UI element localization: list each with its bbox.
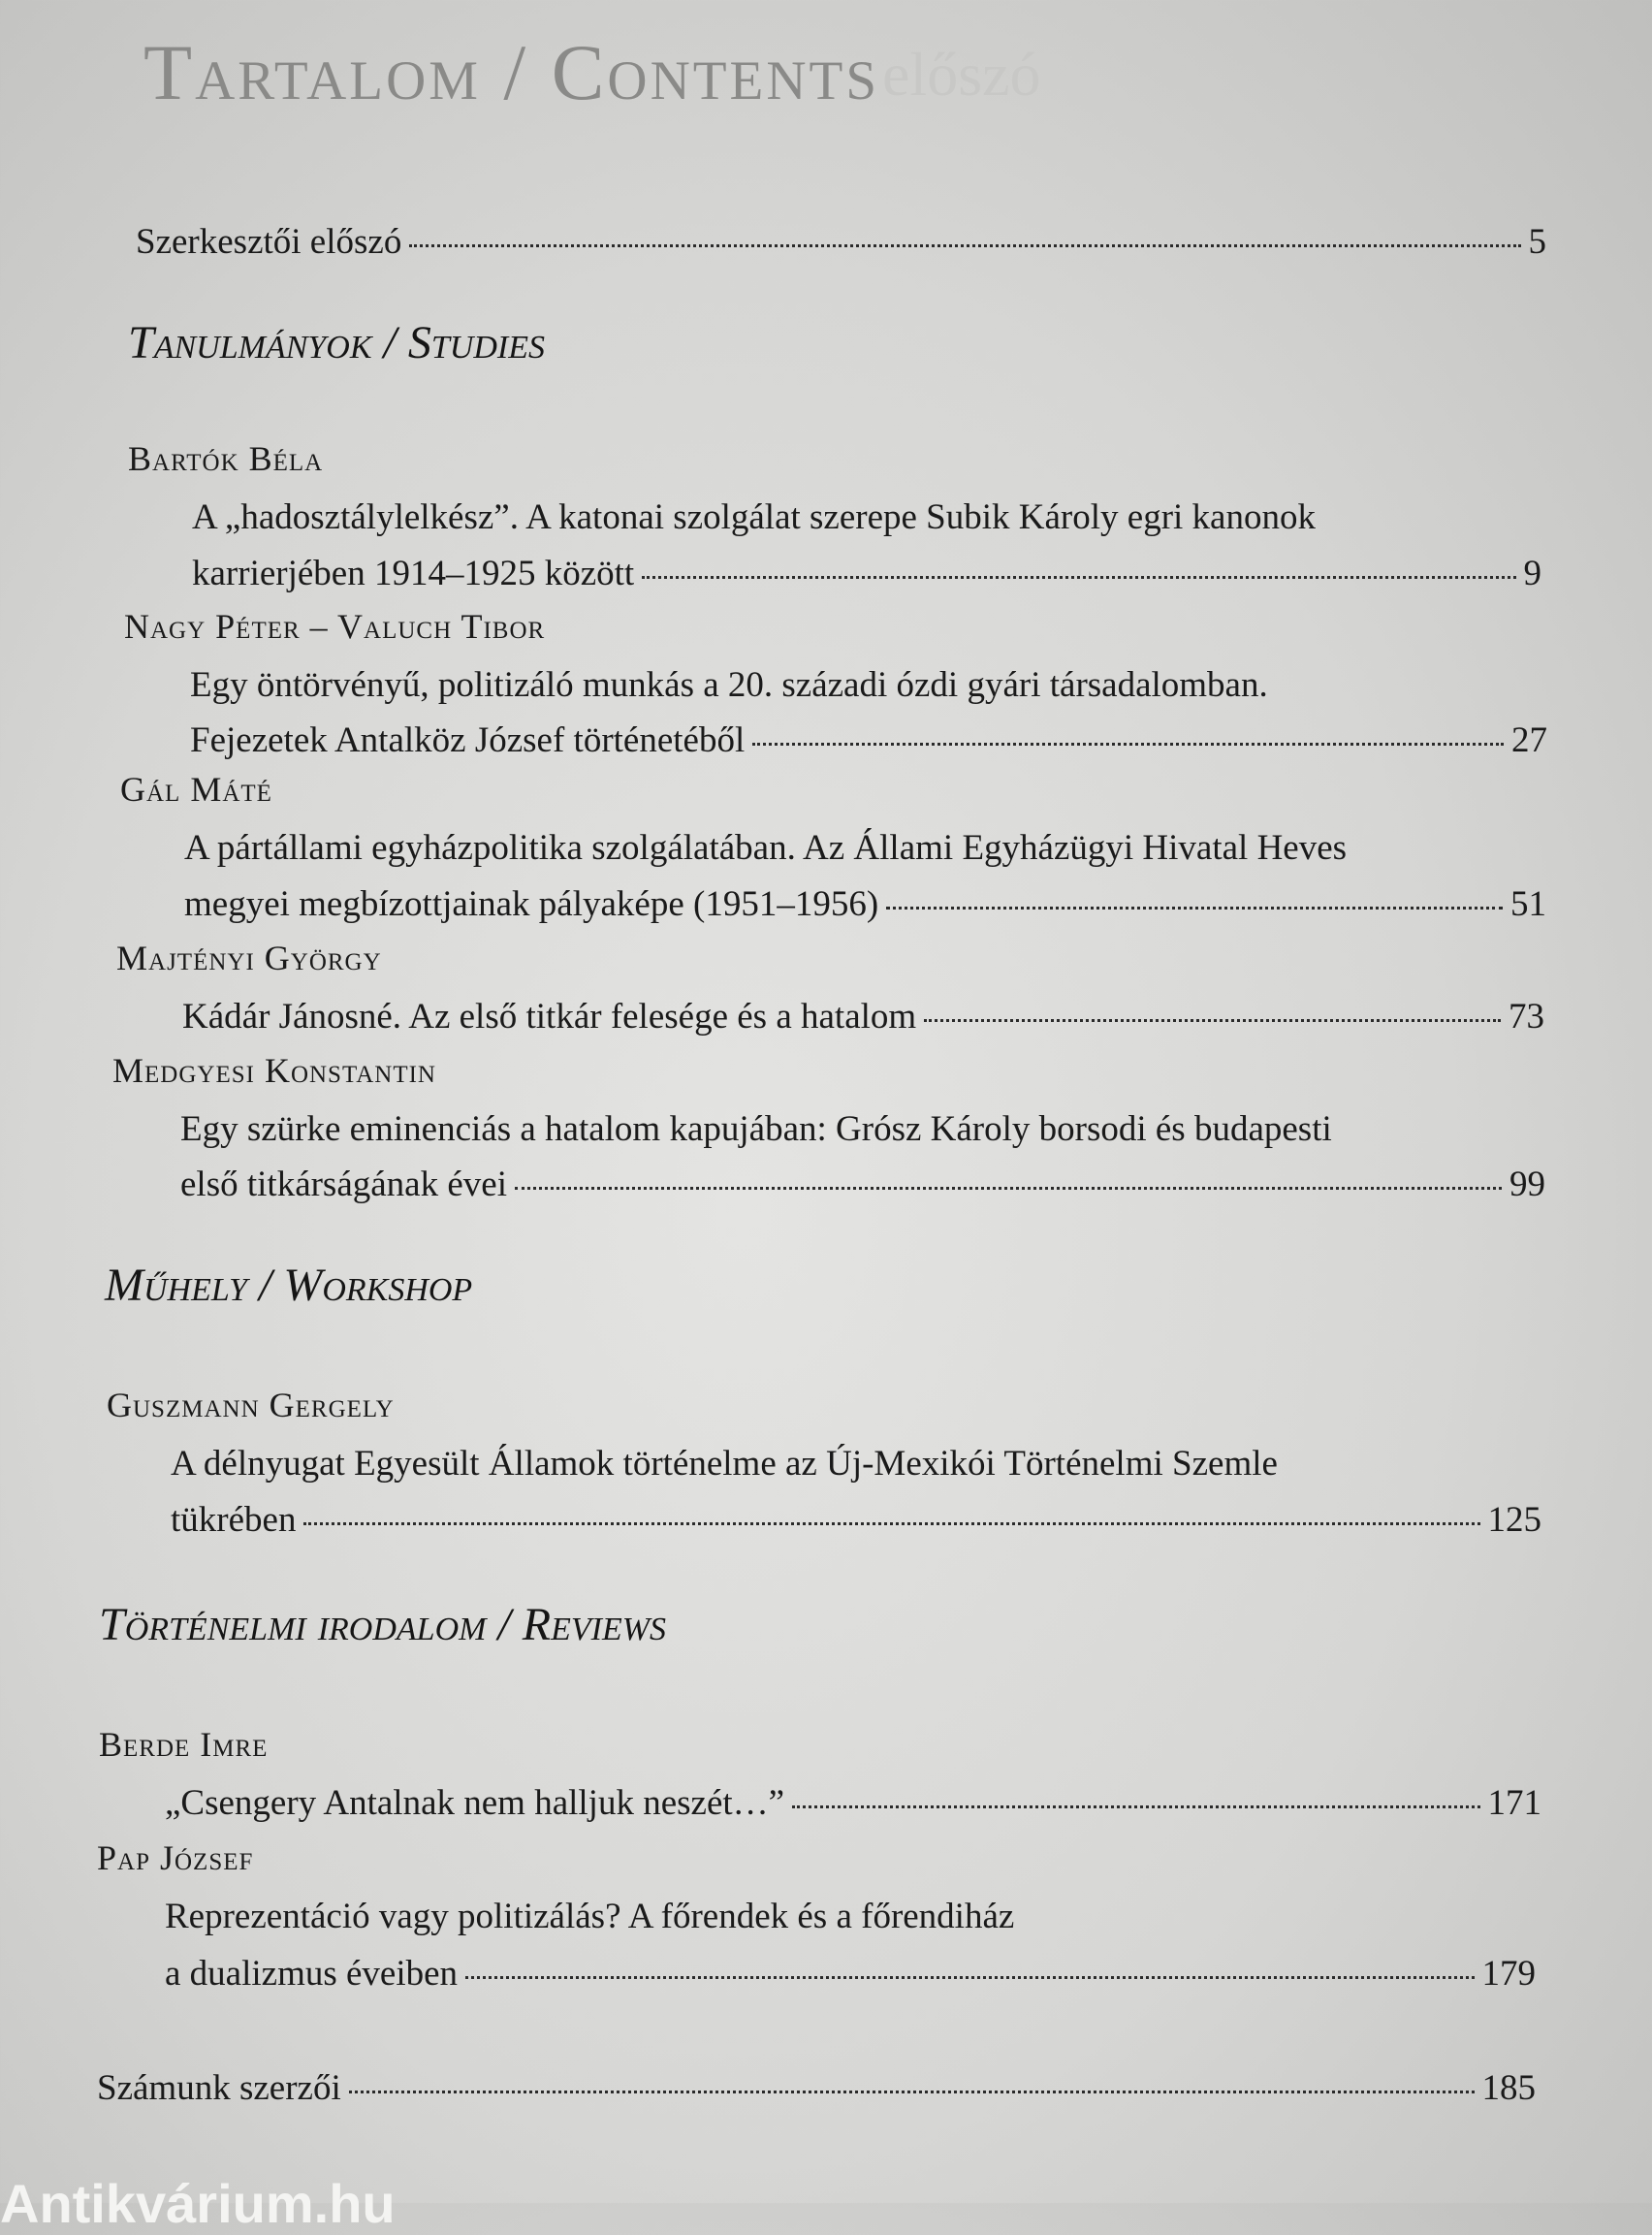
page-number: 27 <box>1511 720 1547 760</box>
author-name: Majtényi György <box>116 939 382 977</box>
toc-entry-foreword[interactable] <box>136 221 1546 263</box>
page-number: 185 <box>1481 2068 1536 2108</box>
entry-title-line: Fejezetek Antalköz József történetéből <box>190 720 746 760</box>
toc-entry[interactable] <box>184 883 1546 925</box>
page-number: 51 <box>1510 884 1546 924</box>
bleed-through-text: előszó <box>882 40 1041 109</box>
author-name: Pap József <box>97 1838 254 1877</box>
author-name: Medgyesi Konstantin <box>112 1051 436 1090</box>
leader-dots <box>515 1187 1502 1190</box>
page-number: 125 <box>1487 1500 1541 1540</box>
author-name: Berde Imre <box>99 1725 269 1764</box>
entry-title: Számunk szerzői <box>97 2068 341 2108</box>
entry-title-line: Egy szürke eminenciás a hatalom kapujában: Grósz Károly borsodi és budapesti <box>180 1109 1332 1149</box>
toc-entry[interactable] <box>165 1782 1541 1824</box>
entry-title-line: megyei megbízottjainak pályaképe (1951–1956) <box>184 884 879 924</box>
toc-entry[interactable] <box>180 1164 1545 1205</box>
leader-dots <box>465 1976 1474 1979</box>
section-heading-workshop: Műhely / Workshop <box>105 1260 473 1311</box>
author-name: Guszmann Gergely <box>107 1386 395 1424</box>
page-number: 99 <box>1509 1165 1545 1204</box>
page-title: Tartalom / Contents <box>143 28 880 116</box>
entry-title-line: Kádár Jánosné. Az első titkár felesége és a hatalom <box>182 997 917 1037</box>
toc-entry-authors[interactable] <box>97 2067 1536 2109</box>
leader-dots <box>303 1522 1479 1525</box>
toc-entry[interactable] <box>192 553 1541 594</box>
toc-entry[interactable] <box>182 996 1544 1038</box>
entry-title-line: Reprezentáció vagy politizálás? A főrendek és a főrendiház <box>165 1897 1015 1936</box>
toc-entry[interactable] <box>165 1953 1536 1995</box>
entry-title-line: A „hadosztálylelkész”. A katonai szolgálat szerepe Subik Károly egri kanonok <box>192 497 1316 537</box>
leader-dots <box>349 2091 1475 2093</box>
page-number: 5 <box>1528 222 1546 262</box>
leader-dots <box>924 1019 1501 1022</box>
leader-dots <box>642 576 1515 579</box>
author-name: Nagy Péter – Valuch Tibor <box>124 607 546 646</box>
page-number: 179 <box>1481 1954 1536 1994</box>
author-name: Gál Máté <box>120 770 272 809</box>
entry-title-line: karrierjében 1914–1925 között <box>192 554 635 593</box>
entry-title-line: a dualizmus éveiben <box>165 1954 459 1994</box>
leader-dots <box>886 907 1503 910</box>
entry-title-line: „Csengery Antalnak nem halljuk neszét…” <box>165 1783 785 1823</box>
page-number: 73 <box>1509 997 1544 1037</box>
toc-entry[interactable] <box>171 1499 1541 1541</box>
entry-title: Szerkesztői előszó <box>136 222 402 262</box>
section-heading-reviews: Történelmi irodalom / Reviews <box>99 1599 667 1650</box>
author-name: Bartók Béla <box>128 439 324 478</box>
entry-title-line: A pártállami egyházpolitika szolgálatában. Az Állami Egyházügyi Hivatal Heves <box>184 828 1348 868</box>
entry-title-line: tükrében <box>171 1500 297 1540</box>
page-number: 171 <box>1487 1783 1541 1823</box>
watermark: Antikvárium.hu <box>0 2173 396 2234</box>
entry-title-line: Egy öntörvényű, politizáló munkás a 20. századi ózdi gyári társadalomban. <box>190 665 1268 705</box>
leader-dots <box>409 244 1520 247</box>
leader-dots <box>792 1805 1479 1808</box>
toc-entry[interactable] <box>190 719 1547 761</box>
entry-title-line: A délnyugat Egyesült Államok történelme az Új-Mexikói Történelmi Szemle <box>171 1444 1278 1484</box>
entry-title-line: első titkárságának évei <box>180 1165 507 1204</box>
page-number: 9 <box>1523 554 1541 593</box>
leader-dots <box>752 743 1504 746</box>
section-heading-studies: Tanulmányok / Studies <box>128 317 545 368</box>
